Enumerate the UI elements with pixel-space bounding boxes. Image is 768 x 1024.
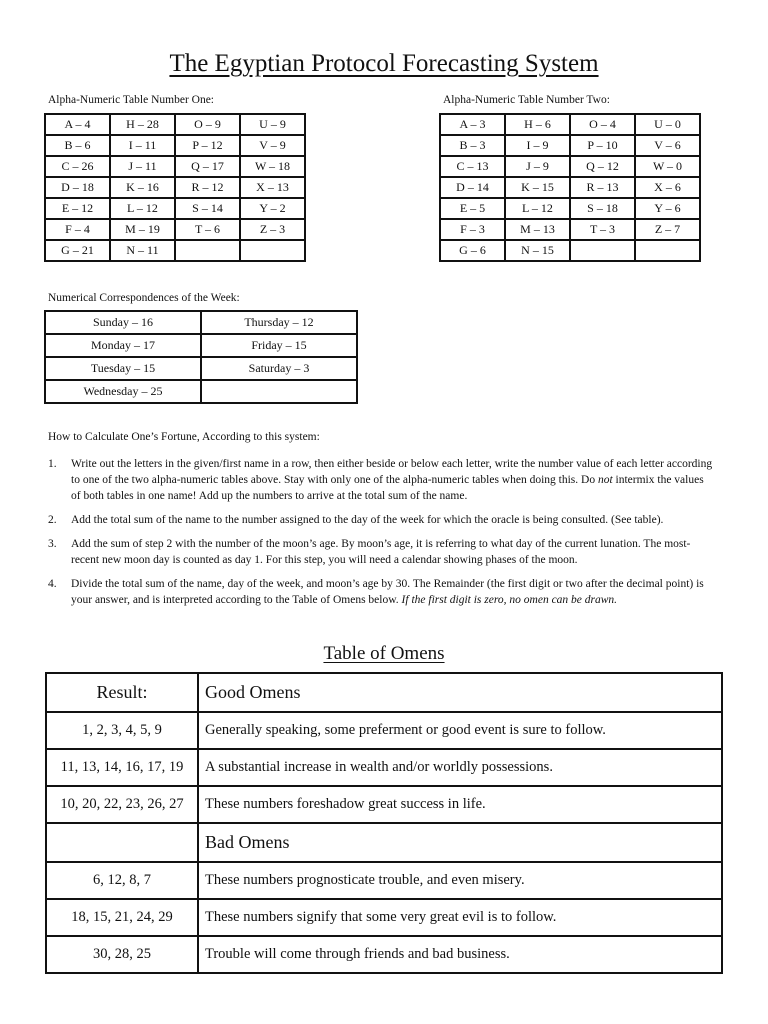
instruction-step <box>48 456 716 504</box>
omen-meaning: These numbers prognosticate trouble, and even misery. <box>198 862 722 899</box>
table-cell: Wednesday – 25 <box>45 380 201 403</box>
table-cell: D – 14 <box>440 177 505 198</box>
table-cell: N – 15 <box>505 240 570 261</box>
step-text: Write out the letters in the given/first name in a row, then either beside or below each letter, write the number value of each letter according to one of the two alpha-numeric tables above. Stay with only one of the alpha-numeric tables when doing this. Do <box>71 458 713 486</box>
table-cell: P – 10 <box>570 135 635 156</box>
table-cell: U – 0 <box>635 114 700 135</box>
table-cell: H – 6 <box>505 114 570 135</box>
table-cell: X – 13 <box>240 177 305 198</box>
table-cell: U – 9 <box>240 114 305 135</box>
table-cell: C – 26 <box>45 156 110 177</box>
instruction-step <box>48 512 716 528</box>
omen-result: 30, 28, 25 <box>46 936 198 973</box>
table-cell: Y – 6 <box>635 198 700 219</box>
omen-meaning: These numbers signify that some very great evil is to follow. <box>198 899 722 936</box>
table-row <box>440 219 700 240</box>
table-cell: K – 16 <box>110 177 175 198</box>
instruction-step <box>48 576 716 608</box>
table-row <box>440 240 700 261</box>
instructions-heading: How to Calculate One’s Fortune, According to this system: <box>48 431 320 443</box>
alpha-table-two-caption: Alpha-Numeric Table Number Two: <box>443 94 610 106</box>
table-cell: L – 12 <box>505 198 570 219</box>
table-cell: I – 9 <box>505 135 570 156</box>
table-cell <box>570 240 635 261</box>
table-row <box>440 198 700 219</box>
table-cell: J – 11 <box>110 156 175 177</box>
table-cell <box>175 240 240 261</box>
table-cell: K – 15 <box>505 177 570 198</box>
table-row <box>45 219 305 240</box>
omen-row <box>46 786 722 823</box>
step-emphasis: If the first digit is zero, no omen can be drawn. <box>401 594 618 606</box>
table-cell: E – 12 <box>45 198 110 219</box>
omen-result: 1, 2, 3, 4, 5, 9 <box>46 712 198 749</box>
table-row <box>45 240 305 261</box>
alpha-table-one-caption: Alpha-Numeric Table Number One: <box>48 94 214 106</box>
omen-row <box>46 936 722 973</box>
step-emphasis: not <box>597 474 613 486</box>
table-cell: Thursday – 12 <box>201 311 357 334</box>
table-row <box>45 311 357 334</box>
table-cell: W – 18 <box>240 156 305 177</box>
omens-table-title: Table of Omens <box>323 643 445 664</box>
table-cell: J – 9 <box>505 156 570 177</box>
table-cell: X – 6 <box>635 177 700 198</box>
table-cell: V – 6 <box>635 135 700 156</box>
table-row <box>45 334 357 357</box>
table-cell: G – 6 <box>440 240 505 261</box>
table-row <box>45 156 305 177</box>
table-row <box>45 177 305 198</box>
table-cell: N – 11 <box>110 240 175 261</box>
table-cell: G – 21 <box>45 240 110 261</box>
table-row <box>440 135 700 156</box>
table-cell: Tuesday – 15 <box>45 357 201 380</box>
table-cell: I – 11 <box>110 135 175 156</box>
omen-row <box>46 862 722 899</box>
omen-meaning: These numbers foreshadow great success in life. <box>198 786 722 823</box>
table-cell: Monday – 17 <box>45 334 201 357</box>
table-row <box>45 135 305 156</box>
table-cell: R – 13 <box>570 177 635 198</box>
weekday-table-caption: Numerical Correspondences of the Week: <box>48 292 240 304</box>
table-cell: Friday – 15 <box>201 334 357 357</box>
table-cell: Z – 3 <box>240 219 305 240</box>
omen-row <box>46 899 722 936</box>
step-number: 2. <box>48 514 57 526</box>
table-cell: C – 13 <box>440 156 505 177</box>
good-omens-header-row <box>46 673 722 712</box>
table-cell: D – 18 <box>45 177 110 198</box>
instruction-step <box>48 536 716 568</box>
table-cell: A – 4 <box>45 114 110 135</box>
table-row <box>45 357 357 380</box>
step-text: Add the total sum of the name to the number assigned to the day of the week for which the oracle is being consulted. (See table). <box>71 514 664 526</box>
table-cell: F – 3 <box>440 219 505 240</box>
table-cell: O – 9 <box>175 114 240 135</box>
bad-omens-header: Bad Omens <box>198 823 722 862</box>
table-row <box>45 114 305 135</box>
table-row <box>440 156 700 177</box>
good-omens-header: Good Omens <box>198 673 722 712</box>
table-of-omens <box>45 672 723 974</box>
table-cell <box>201 380 357 403</box>
empty-cell <box>46 823 198 862</box>
omen-result: 11, 13, 14, 16, 17, 19 <box>46 749 198 786</box>
table-cell: M – 19 <box>110 219 175 240</box>
table-cell: R – 12 <box>175 177 240 198</box>
bad-omens-header-row <box>46 823 722 862</box>
omen-row <box>46 749 722 786</box>
table-cell: W – 0 <box>635 156 700 177</box>
table-cell <box>240 240 305 261</box>
table-cell: O – 4 <box>570 114 635 135</box>
table-cell: T – 6 <box>175 219 240 240</box>
table-row <box>45 380 357 403</box>
table-cell: Sunday – 16 <box>45 311 201 334</box>
table-cell: S – 14 <box>175 198 240 219</box>
table-cell: Saturday – 3 <box>201 357 357 380</box>
step-number: 4. <box>48 578 57 590</box>
table-cell: E – 5 <box>440 198 505 219</box>
step-number: 3. <box>48 538 57 550</box>
step-text: Divide the total sum of the name, day of the week, and moon’s age by 30. The Remainder (the first digit or two after the decimal point) is your answer, and is interpreted according to the Table of Omens below. <box>71 578 704 606</box>
table-cell: M – 13 <box>505 219 570 240</box>
table-cell: F – 4 <box>45 219 110 240</box>
table-cell: S – 18 <box>570 198 635 219</box>
table-cell: Q – 17 <box>175 156 240 177</box>
omen-result: 6, 12, 8, 7 <box>46 862 198 899</box>
omen-result: 18, 15, 21, 24, 29 <box>46 899 198 936</box>
table-cell: P – 12 <box>175 135 240 156</box>
table-cell <box>635 240 700 261</box>
table-cell: L – 12 <box>110 198 175 219</box>
omen-row <box>46 712 722 749</box>
omen-meaning: Generally speaking, some preferment or good event is sure to follow. <box>198 712 722 749</box>
instruction-steps <box>48 456 716 616</box>
result-column-header: Result: <box>46 673 198 712</box>
weekday-correspondence-table <box>44 310 358 404</box>
alpha-numeric-table-two <box>439 113 701 262</box>
table-row <box>440 114 700 135</box>
step-number: 1. <box>48 458 57 470</box>
step-text-tail: intermix the values of both tables in one name! Add up the numbers to arrive at the total sum of the name. <box>71 474 704 502</box>
table-cell: Y – 2 <box>240 198 305 219</box>
table-row <box>440 177 700 198</box>
table-cell: H – 28 <box>110 114 175 135</box>
omen-meaning: A substantial increase in wealth and/or worldly possessions. <box>198 749 722 786</box>
step-text: Add the sum of step 2 with the number of the moon’s age. By moon’s age, it is referring to what day of the current lunation. The most-recent new moon day is counted as day 1. For this step, you will need a calendar showing phases of the moon. <box>71 538 691 566</box>
table-cell: A – 3 <box>440 114 505 135</box>
table-cell: B – 3 <box>440 135 505 156</box>
omen-result: 10, 20, 22, 23, 26, 27 <box>46 786 198 823</box>
omen-meaning: Trouble will come through friends and bad business. <box>198 936 722 973</box>
table-cell: B – 6 <box>45 135 110 156</box>
table-row <box>45 198 305 219</box>
table-cell: Q – 12 <box>570 156 635 177</box>
alpha-numeric-table-one <box>44 113 306 262</box>
table-cell: T – 3 <box>570 219 635 240</box>
table-cell: V – 9 <box>240 135 305 156</box>
table-cell: Z – 7 <box>635 219 700 240</box>
page-title: The Egyptian Protocol Forecasting System <box>169 50 599 77</box>
